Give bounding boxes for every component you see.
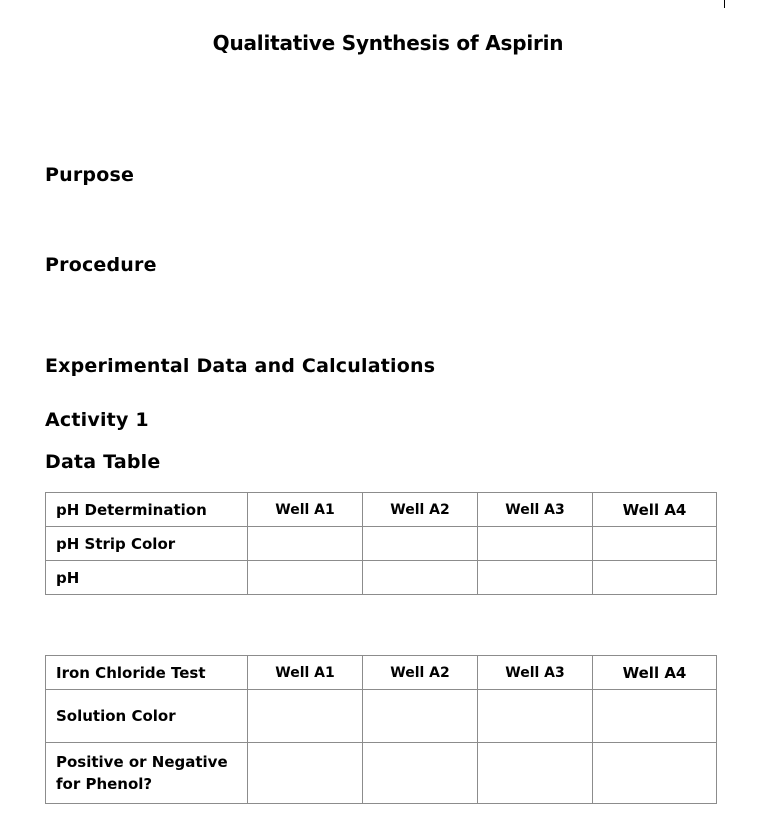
table-cell[interactable] <box>248 743 363 804</box>
row-label: pH <box>46 561 248 595</box>
row-label: pH Strip Color <box>46 527 248 561</box>
row-label: Positive or Negative for Phenol? <box>46 743 248 804</box>
table-cell[interactable] <box>593 527 717 561</box>
table-header-cell: Well A4 <box>593 656 717 690</box>
text-cursor-mark <box>724 0 725 8</box>
table-header-cell: Well A1 <box>248 656 363 690</box>
document-title: Qualitative Synthesis of Aspirin <box>212 31 564 55</box>
table-header-cell: Well A3 <box>478 656 593 690</box>
table-cell[interactable] <box>248 561 363 595</box>
data-table-heading: Data Table <box>45 451 161 473</box>
table-header-row <box>46 493 717 527</box>
table-row <box>46 690 717 743</box>
table-header-cell: Iron Chloride Test <box>46 656 248 690</box>
table-cell[interactable] <box>363 690 478 743</box>
procedure-heading: Procedure <box>45 254 157 276</box>
table-cell[interactable] <box>363 743 478 804</box>
activity-heading: Activity 1 <box>45 409 149 431</box>
ph-determination-table <box>45 492 717 595</box>
table-header-cell: Well A1 <box>248 493 363 527</box>
table-cell[interactable] <box>593 561 717 595</box>
table-header-row <box>46 656 717 690</box>
table-header-cell: Well A2 <box>363 493 478 527</box>
table-cell[interactable] <box>248 527 363 561</box>
table-cell[interactable] <box>593 690 717 743</box>
table-cell[interactable] <box>363 527 478 561</box>
table-cell[interactable] <box>363 561 478 595</box>
table-header-cell: Well A3 <box>478 493 593 527</box>
table-cell[interactable] <box>478 561 593 595</box>
table-header-cell: Well A4 <box>593 493 717 527</box>
table-row <box>46 561 717 595</box>
table-cell[interactable] <box>478 527 593 561</box>
table-cell[interactable] <box>478 690 593 743</box>
purpose-heading: Purpose <box>45 164 135 186</box>
table-row <box>46 527 717 561</box>
table-header-cell: Well A2 <box>363 656 478 690</box>
table-header-cell: pH Determination <box>46 493 248 527</box>
table-cell[interactable] <box>478 743 593 804</box>
experimental-data-heading: Experimental Data and Calculations <box>45 355 436 377</box>
table-cell[interactable] <box>248 690 363 743</box>
iron-chloride-table <box>45 655 717 804</box>
table-row <box>46 743 717 804</box>
row-label: Solution Color <box>46 690 248 743</box>
table-cell[interactable] <box>593 743 717 804</box>
